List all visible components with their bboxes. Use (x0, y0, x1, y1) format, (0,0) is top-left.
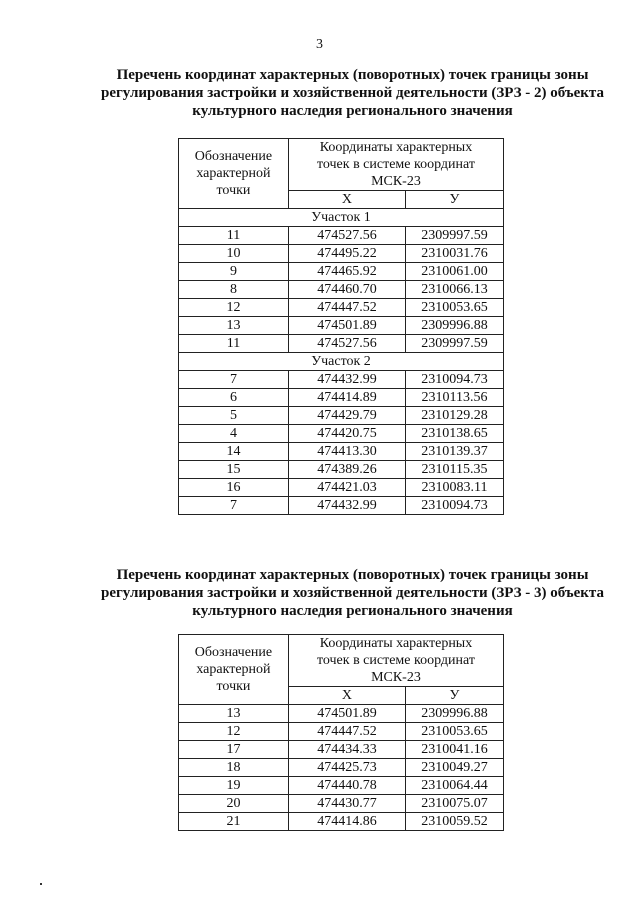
point-cell: 14 (179, 443, 289, 461)
table-row (179, 245, 504, 263)
point-cell: 13 (179, 317, 289, 335)
header-coords-line: точек в системе координат (316, 157, 475, 172)
header-coords (288, 139, 503, 191)
table-row (179, 777, 504, 795)
y-cell: 2310094.73 (406, 497, 504, 515)
table-row (179, 497, 504, 515)
y-cell: 2310066.13 (406, 281, 504, 299)
x-cell: 474465.92 (288, 263, 405, 281)
point-cell: 4 (179, 425, 289, 443)
x-cell: 474434.33 (288, 741, 405, 759)
header-point (179, 139, 289, 209)
y-cell: 2310053.65 (406, 723, 504, 741)
y-cell: 2309997.59 (406, 227, 504, 245)
table-row (179, 299, 504, 317)
header-y: У (406, 687, 504, 705)
table-row (179, 227, 504, 245)
header-coords-line: Координаты характерных (319, 636, 473, 651)
y-cell: 2310113.56 (406, 389, 504, 407)
heading-line: культурного наследия регионального значения (192, 103, 513, 119)
table1-heading (60, 66, 639, 120)
section-title: Участок 2 (179, 353, 504, 371)
point-cell: 13 (179, 705, 289, 723)
heading-line: регулирования застройки и хозяйственной деятельности (ЗРЗ - 2) объекта (101, 85, 604, 101)
x-cell: 474501.89 (288, 317, 405, 335)
point-cell: 8 (179, 281, 289, 299)
y-cell: 2310053.65 (406, 299, 504, 317)
x-cell: 474440.78 (288, 777, 405, 795)
x-cell: 474527.56 (288, 335, 405, 353)
y-cell: 2310041.16 (406, 741, 504, 759)
table-row (179, 263, 504, 281)
table2-heading (60, 566, 639, 620)
table-row (179, 461, 504, 479)
point-cell: 12 (179, 723, 289, 741)
point-cell: 9 (179, 263, 289, 281)
x-cell: 474420.75 (288, 425, 405, 443)
table-row (179, 813, 504, 831)
y-cell: 2310094.73 (406, 371, 504, 389)
point-cell: 11 (179, 335, 289, 353)
point-cell: 19 (179, 777, 289, 795)
header-coords (288, 635, 503, 687)
table-row (179, 407, 504, 425)
y-cell: 2310061.00 (406, 263, 504, 281)
table-row (179, 443, 504, 461)
x-cell: 474413.30 (288, 443, 405, 461)
table-row (179, 723, 504, 741)
point-cell: 12 (179, 299, 289, 317)
x-cell: 474430.77 (288, 795, 405, 813)
x-cell: 474414.89 (288, 389, 405, 407)
page-number: 3 (316, 37, 323, 52)
x-cell: 474421.03 (288, 479, 405, 497)
x-cell: 474460.70 (288, 281, 405, 299)
stray-mark (40, 883, 42, 885)
y-cell: 2310075.07 (406, 795, 504, 813)
table-row (179, 371, 504, 389)
point-cell: 10 (179, 245, 289, 263)
table-row (179, 479, 504, 497)
table-row (179, 335, 504, 353)
table-row (179, 281, 504, 299)
x-cell: 474389.26 (288, 461, 405, 479)
x-cell: 474447.52 (288, 723, 405, 741)
header-x: X (288, 191, 405, 209)
header-point-line: точки (216, 679, 251, 694)
y-cell: 2310049.27 (406, 759, 504, 777)
x-cell: 474429.79 (288, 407, 405, 425)
point-cell: 7 (179, 497, 289, 515)
header-point-line: точки (216, 183, 251, 198)
heading-line: Перечень координат характерных (поворотных) точек границы зоны (116, 567, 589, 583)
coordinates-table-zrz3 (178, 634, 504, 831)
y-cell: 2310064.44 (406, 777, 504, 795)
heading-line: регулирования застройки и хозяйственной деятельности (ЗРЗ - 3) объекта (101, 585, 604, 601)
x-cell: 474501.89 (288, 705, 405, 723)
table-row (179, 705, 504, 723)
y-cell: 2309997.59 (406, 335, 504, 353)
point-cell: 15 (179, 461, 289, 479)
y-cell: 2310031.76 (406, 245, 504, 263)
section-row (179, 353, 504, 371)
x-cell: 474447.52 (288, 299, 405, 317)
y-cell: 2310059.52 (406, 813, 504, 831)
x-cell: 474414.86 (288, 813, 405, 831)
table-row (179, 425, 504, 443)
header-coords-line: Координаты характерных (319, 140, 473, 155)
y-cell: 2310139.37 (406, 443, 504, 461)
y-cell: 2310083.11 (406, 479, 504, 497)
x-cell: 474432.99 (288, 497, 405, 515)
y-cell: 2310115.35 (406, 461, 504, 479)
y-cell: 2310138.65 (406, 425, 504, 443)
table-row (179, 759, 504, 777)
coordinates-table-zrz2 (178, 138, 504, 515)
y-cell: 2310129.28 (406, 407, 504, 425)
point-cell: 6 (179, 389, 289, 407)
point-cell: 11 (179, 227, 289, 245)
y-cell: 2309996.88 (406, 317, 504, 335)
x-cell: 474527.56 (288, 227, 405, 245)
header-point-line: Обозначение (194, 645, 273, 660)
point-cell: 18 (179, 759, 289, 777)
point-cell: 7 (179, 371, 289, 389)
x-cell: 474432.99 (288, 371, 405, 389)
header-point-line: характерной (196, 166, 271, 181)
header-point-line: Обозначение (194, 149, 273, 164)
point-cell: 20 (179, 795, 289, 813)
header-point-line: характерной (196, 662, 271, 677)
heading-line: Перечень координат характерных (поворотных) точек границы зоны (116, 67, 589, 83)
x-cell: 474425.73 (288, 759, 405, 777)
x-cell: 474495.22 (288, 245, 405, 263)
header-coords-line: МСК-23 (371, 174, 421, 189)
table-row (179, 317, 504, 335)
point-cell: 17 (179, 741, 289, 759)
section-row (179, 209, 504, 227)
header-x: X (288, 687, 405, 705)
table-row (179, 795, 504, 813)
table-row (179, 389, 504, 407)
table-row (179, 741, 504, 759)
y-cell: 2309996.88 (406, 705, 504, 723)
header-coords-line: точек в системе координат (316, 653, 475, 668)
header-point (179, 635, 289, 705)
header-y: У (406, 191, 504, 209)
point-cell: 5 (179, 407, 289, 425)
point-cell: 16 (179, 479, 289, 497)
point-cell: 21 (179, 813, 289, 831)
section-title: Участок 1 (179, 209, 504, 227)
header-coords-line: МСК-23 (371, 670, 421, 685)
heading-line: культурного наследия регионального значения (192, 603, 513, 619)
